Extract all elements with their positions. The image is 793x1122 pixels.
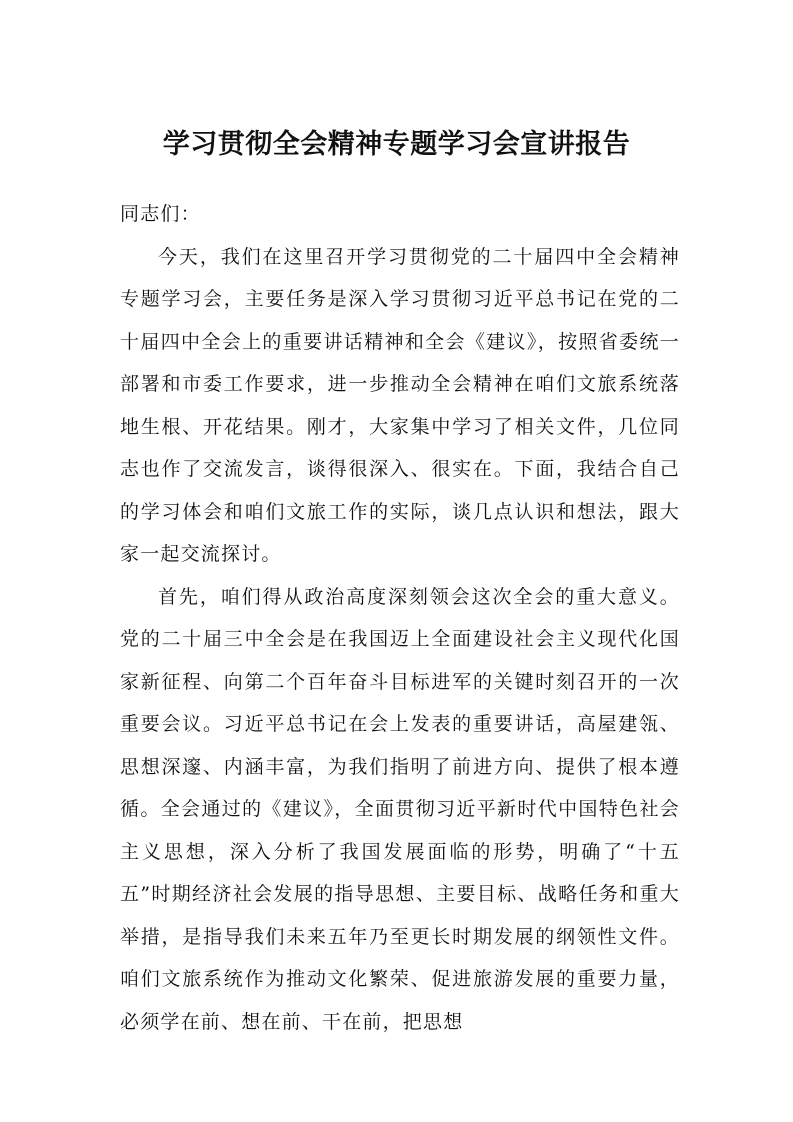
paragraph-opening: 今天，我们在这里召开学习贯彻党的二十届四中全会精神专题学习会，主要任务是深入学习贯彻习近平总书记在党的二十届四中全会上的重要讲话精神和全会《建议》，按照省委统一部署和市委工作要求，进一步推动全会精神在咱们文旅系统落地生根、开花结果。刚才，大家集中学习了相关文件，几位同志也作了交流发言，谈得很深入、很实在。下面，我结合自己的学习体会和咱们文旅工作的实际，谈几点认识和想法，跟大家一起交流探讨。 xyxy=(120,245,680,565)
document-body xyxy=(120,193,680,1043)
paragraph-significance: 首先，咱们得从政治高度深刻领会这次全会的重大意义。党的二十届三中全会是在我国迈上全面建设社会主义现代化国家新征程、向第二个百年奋斗目标进军的关键时刻召开的一次重要会议。习近平总书记在会上发表的重要讲话，高屋建瓴、思想深邃、内涵丰富，为我们指明了前进方向、提供了根本遵循。全会通过的《建议》，全面贯彻习近平新时代中国特色社会主义思想，深入分析了我国发展面临的形势，明确了“十五五”时期经济社会发展的指导思想、主要目标、战略任务和重大举措，是指导我们未来五年乃至更长时期发展的纲领性文件。咱们文旅系统作为推动文化繁荣、促进旅游发展的重要力量，必须学在前、想在前、干在前，把思想 xyxy=(120,585,680,1033)
salutation: 同志们： xyxy=(120,203,201,225)
document-title: 学习贯彻全会精神专题学习会宣讲报告 xyxy=(162,129,631,160)
